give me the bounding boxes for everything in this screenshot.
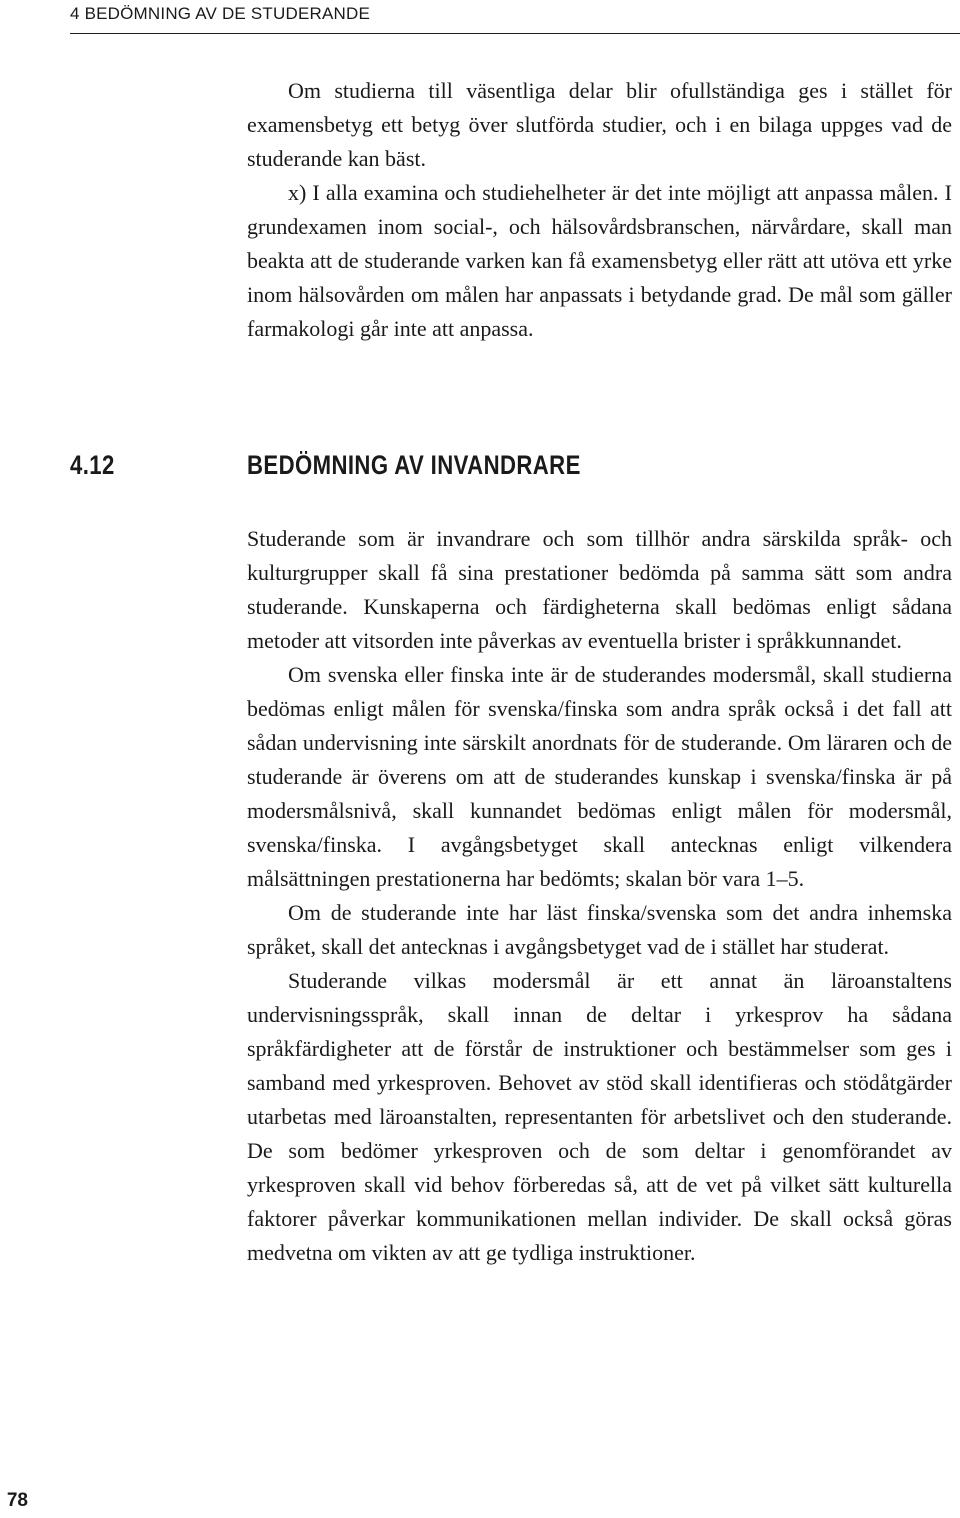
section-paragraph-2: Om svenska eller finska inte är de studerandes modersmål, skall studierna bedömas enligt målen för svenska/finska som andra språk också i det fall att sådan undervisning inte särskilt anordnats för de studerande. Om läraren och de studerande är överens om att de studerandes kunskap i svenska/finska är på modersmålsnivå, skall kunnandet bedömas enligt målen för modersmål, svenska/finska. I avgångsbetyget skall antecknas enligt vilkendera målsättningen prestationerna har bedömts; skalan bör vara 1–5. (247, 662, 952, 891)
section-paragraph-4: Studerande vilkas modersmål är ett annat än läroanstaltens undervisningsspråk, skall innan de deltar i yrkesprov ha sådana språkfärdigheter att de förstår de instruktioner och bestämmelser som ges i samband med yrkesproven. Behovet av stöd skall identifieras och stödåtgärder utarbetas med läroanstalten, representanten för arbetslivet och den studerande. De som bedömer yrkesproven och de som deltar i genomförandet av yrkesproven skall vid behov förberedas så, att de vet på vilket sätt kulturella faktorer påverkar kommunikationen mellan individer. De skall också göras medvetna om vikten av att ge tydliga instruktioner. (247, 968, 952, 1265)
intro-paragraph-1: Om studierna till väsentliga delar blir ofullständiga ges i stället för examensbetyg ett betyg över slutförda studier, och i en bilaga uppges vad de studerande kan bäst. (247, 78, 952, 171)
section-paragraph-1: Studerande som är invandrare och som tillhör andra särskilda språk- och kulturgrupper skall få sina prestationer bedömda på samma sätt som andra studerande. Kunskaperna och färdigheterna skall bedömas enligt sådana metoder att vitsorden inte påverkas av eventuella brister i språkkunnandet. (247, 526, 952, 653)
section-paragraph-3: Om de studerande inte har läst finska/svenska som det andra inhemska språket, skall det antecknas i avgångsbetyget vad de i stället har studerat. (247, 900, 952, 959)
section-heading: BEDÖMNING AV INVANDRARE (247, 450, 581, 480)
header-rule (70, 33, 960, 34)
intro-block (247, 74, 952, 346)
running-head-title: 4 BEDÖMNING AV DE STUDERANDE (70, 4, 371, 23)
page-number: 78 (6, 1490, 28, 1511)
section-number: 4.12 (70, 450, 115, 480)
section-body (247, 522, 952, 1270)
intro-paragraph-2: x) I alla examina och studiehelheter är det inte möjligt att anpassa målen. I grundexamen inom social-, och hälsovårdsbranschen, närvårdare, skall man beakta att de studerande varken kan få examensbetyg eller rätt att utöva ett yrke inom hälsovården om målen har anpassats i betydande grad. De mål som gäller farmakologi går inte att anpassa. (247, 180, 952, 341)
